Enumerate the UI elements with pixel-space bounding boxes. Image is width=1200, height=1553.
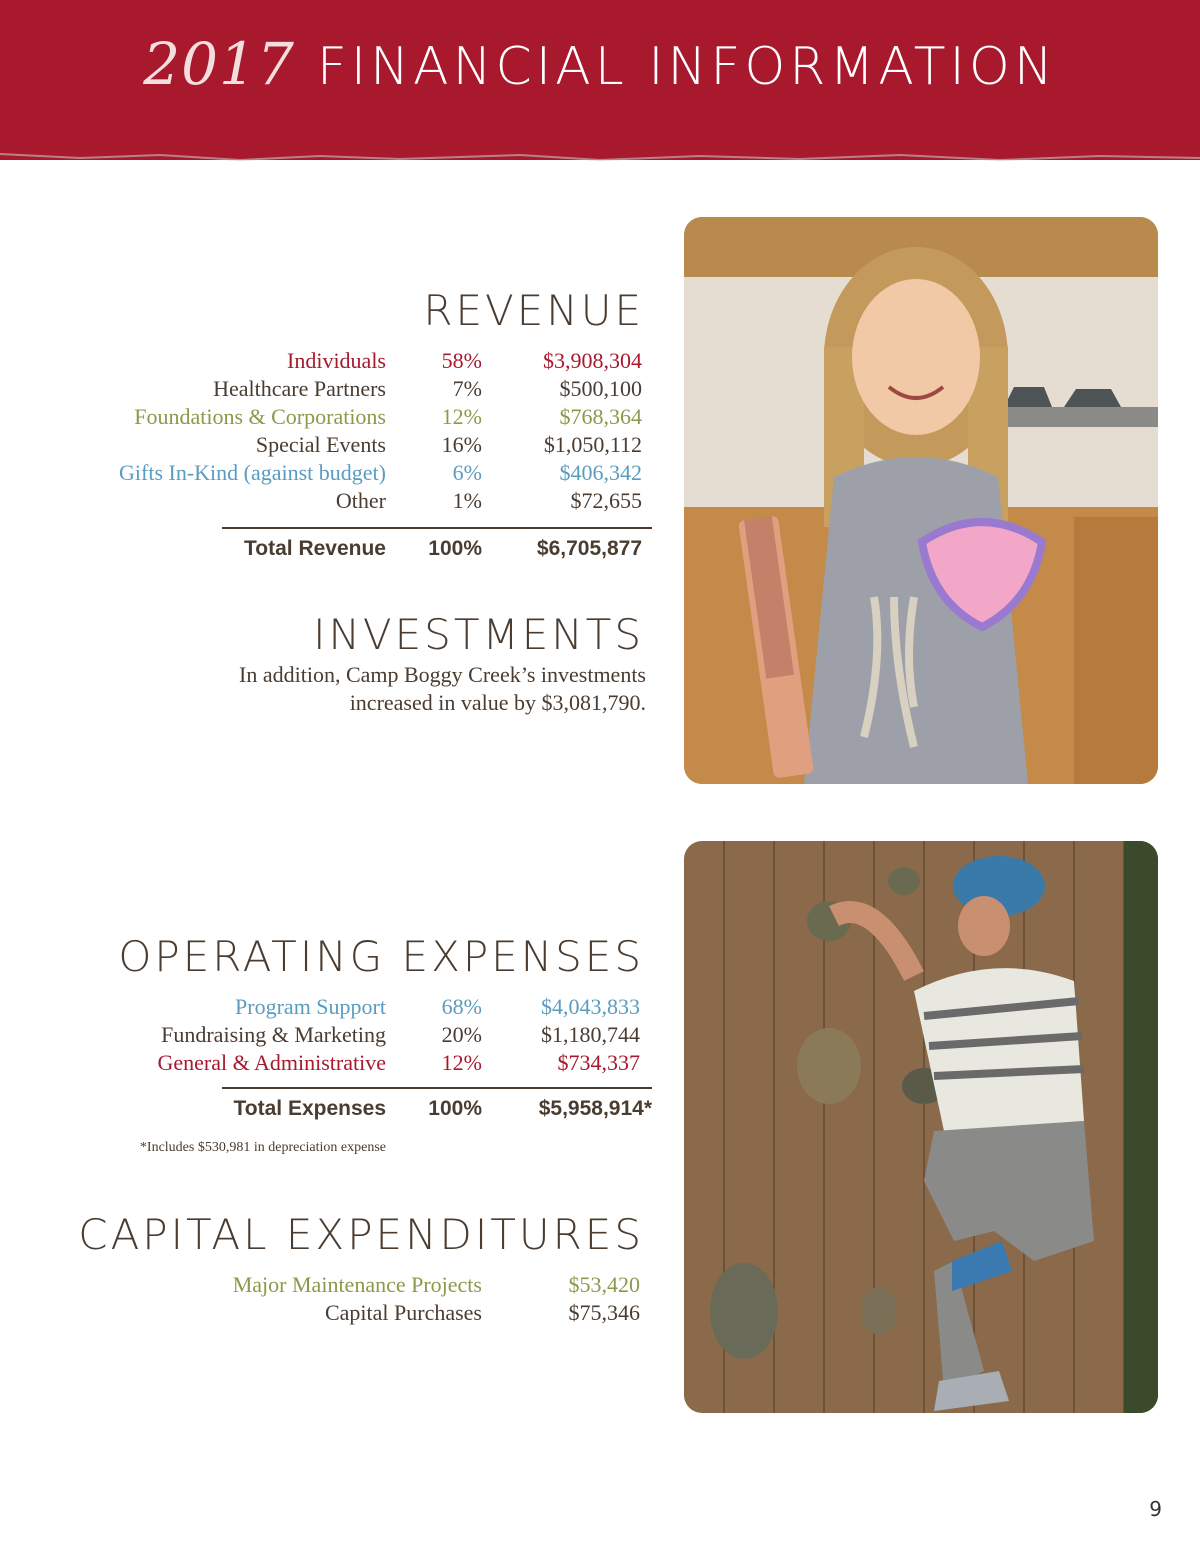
investments-line: In addition, Camp Boggy Creek’s investments bbox=[239, 662, 646, 687]
total-label: Total Expenses bbox=[233, 1097, 386, 1120]
row-label: General & Administrative bbox=[157, 1050, 386, 1075]
row-label: Healthcare Partners bbox=[213, 376, 386, 401]
revenue-table bbox=[0, 348, 660, 516]
girl-crafts-image bbox=[684, 217, 1158, 784]
row-label: Program Support bbox=[235, 994, 386, 1019]
row-label: Capital Purchases bbox=[324, 1300, 482, 1325]
table-row bbox=[0, 348, 660, 376]
expenses-total-row bbox=[0, 1097, 660, 1127]
row-amount: $768,364 bbox=[559, 404, 642, 429]
row-amount: $1,050,112 bbox=[543, 432, 642, 457]
table-row bbox=[0, 1300, 660, 1328]
title-text: FINANCIAL INFORMATION bbox=[316, 37, 1057, 97]
row-percent: 7% bbox=[452, 376, 482, 401]
row-label: Major Maintenance Projects bbox=[232, 1272, 482, 1297]
row-label: Other bbox=[335, 488, 386, 513]
table-row bbox=[0, 460, 660, 488]
table-row bbox=[0, 376, 660, 404]
row-amount: $3,908,304 bbox=[543, 348, 642, 373]
row-percent: 68% bbox=[441, 994, 482, 1019]
expenses-footnote: *Includes $530,981 in depreciation expense bbox=[139, 1140, 386, 1155]
banner-frayed-edge bbox=[0, 148, 1200, 162]
expenses-divider bbox=[222, 1087, 652, 1089]
capital-heading: CAPITAL EXPENDITURES bbox=[78, 1210, 644, 1259]
row-percent: 12% bbox=[441, 1050, 482, 1075]
capital-table bbox=[0, 1272, 660, 1328]
expenses-table bbox=[0, 994, 660, 1078]
row-percent: 12% bbox=[441, 404, 482, 429]
total-amount: $5,958,914* bbox=[538, 1097, 652, 1120]
table-row bbox=[0, 1272, 660, 1300]
total-label: Total Revenue bbox=[244, 537, 386, 560]
row-label: Fundraising & Marketing bbox=[161, 1022, 386, 1047]
investments-line: increased in value by $3,081,790. bbox=[349, 690, 646, 715]
row-label: Individuals bbox=[287, 348, 386, 373]
row-amount: $1,180,744 bbox=[541, 1022, 640, 1047]
row-percent: 1% bbox=[452, 488, 482, 513]
row-amount: $53,420 bbox=[568, 1272, 640, 1297]
page-number: 9 bbox=[1149, 1497, 1162, 1521]
row-amount: $4,043,833 bbox=[541, 994, 640, 1019]
climbing-wall-image bbox=[684, 841, 1158, 1413]
total-percent: 100% bbox=[428, 1097, 482, 1120]
table-row bbox=[0, 1022, 660, 1050]
page-title bbox=[0, 30, 1200, 98]
row-amount: $75,346 bbox=[568, 1300, 640, 1325]
row-amount: $734,337 bbox=[557, 1050, 640, 1075]
total-amount: $6,705,877 bbox=[536, 537, 642, 560]
investments-heading: INVESTMENTS bbox=[313, 610, 644, 659]
table-row bbox=[0, 404, 660, 432]
row-label: Foundations & Corporations bbox=[134, 404, 386, 429]
row-label: Special Events bbox=[255, 432, 386, 457]
row-percent: 16% bbox=[441, 432, 482, 457]
row-percent: 20% bbox=[441, 1022, 482, 1047]
row-percent: 6% bbox=[452, 460, 482, 485]
row-amount: $72,655 bbox=[570, 488, 642, 513]
row-amount: $500,100 bbox=[559, 376, 642, 401]
table-row bbox=[0, 488, 660, 516]
expenses-heading: OPERATING EXPENSES bbox=[118, 932, 644, 981]
title-year: 2017 bbox=[143, 30, 295, 98]
photo-climbing-wall bbox=[684, 841, 1158, 1413]
table-row bbox=[0, 1050, 660, 1078]
row-label: Gifts In-Kind (against budget) bbox=[119, 460, 386, 485]
revenue-divider bbox=[222, 527, 652, 529]
revenue-heading: REVENUE bbox=[423, 286, 644, 335]
revenue-total-row bbox=[0, 537, 660, 567]
table-row bbox=[0, 994, 660, 1022]
photo-girl-with-crafts bbox=[684, 217, 1158, 784]
row-amount: $406,342 bbox=[559, 460, 642, 485]
total-percent: 100% bbox=[428, 537, 482, 560]
table-row bbox=[0, 432, 660, 460]
row-percent: 58% bbox=[441, 348, 482, 373]
investments-text bbox=[86, 661, 646, 717]
